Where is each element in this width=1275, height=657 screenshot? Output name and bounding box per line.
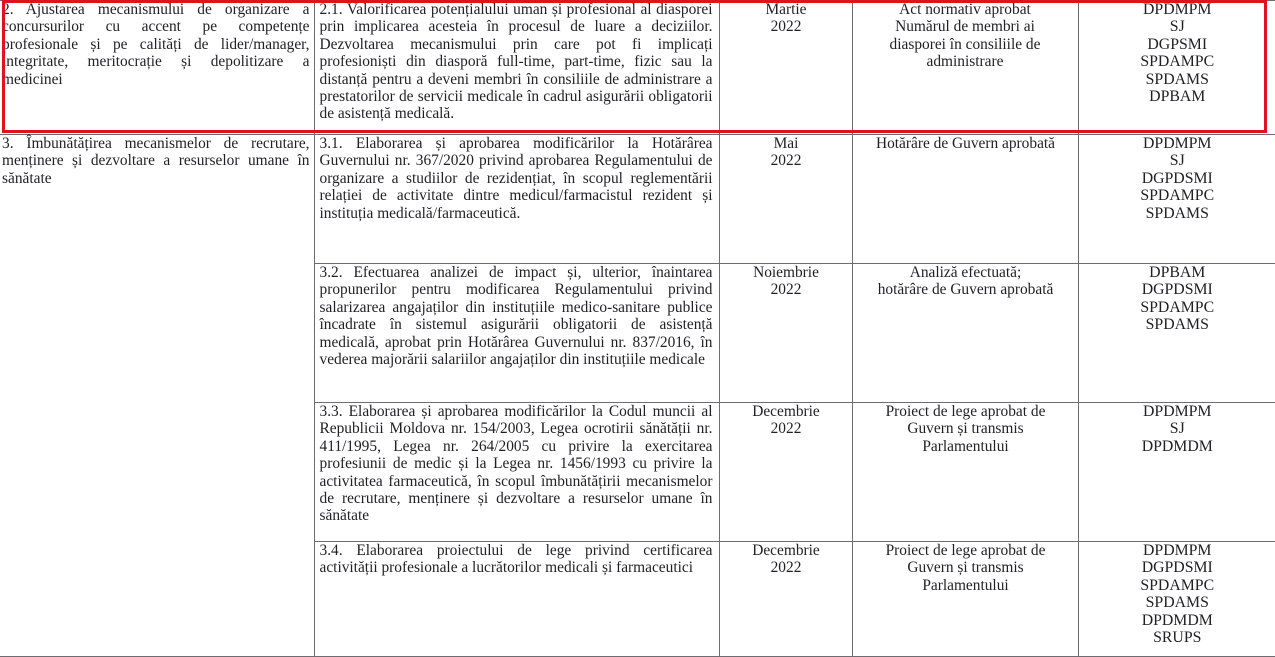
responsible-entity: SPDAMS [1145,316,1209,334]
responsible-entity: SPDAMPC [1140,298,1215,316]
responsible-entity: SRUPS [1153,629,1202,647]
responsible-entity: SPDAMS [1145,70,1209,88]
responsible-entity: DGPSMI [1147,35,1208,53]
responsible-entity: SPDAMS [1145,204,1209,222]
responsible-entity: SJ [1169,420,1185,438]
table-row [0,135,1275,264]
responsible-cell [1078,264,1275,403]
deadline-year: 2022 [770,420,802,438]
responsible-cell [1078,135,1275,264]
responsible-entity: SPDAMPC [1140,53,1215,71]
responsible-cell [1078,403,1275,542]
responsible-entity: DGPDSMI [1141,281,1213,299]
responsible-entity: SJ [1169,152,1185,170]
deadline-cell [719,1,852,135]
indicator-cell: Proiect de lege aprobat de Guvern și transmis Parlamentului [852,542,1078,657]
deadline-month: Decembrie [752,542,820,559]
responsible-entity: DPDMPM [1143,403,1212,420]
responsible-entity: DPDMPM [1143,1,1212,18]
deadline-cell [719,264,852,403]
responsible-entity: SPDAMS [1145,594,1209,612]
action-cell: 3.3. Elaborarea și aprobarea modificărilor la Codul muncii al Republicii Moldova nr. 154/2003, Legea ocrotirii sănătății nr. 411/1995, Legea nr. 264/2005 cu privire la exercitarea profesiunii de medic și la Legea nr. 1456/1993 cu privire la activitatea farmaceutică, în scopul îmbunătățirii mecanismelor de recrutare, menținere și dezvoltare a resurselor umane în sănătate [314,403,719,542]
deadline-cell [719,403,852,542]
deadline-month: Mai [773,135,799,152]
deadline-year: 2022 [770,18,802,36]
action-cell: 3.1. Elaborarea și aprobarea modificărilor la Hotărârea Guvernului nr. 367/2020 privind aprobarea Regulamentului de organizare a studiilor de rezidențiat, în scopul reglementării relației de activitate dintre medicul/farmacistul rezident și instituția medicală/farmaceutică. [314,135,719,264]
responsible-entity: SPDAMPC [1140,187,1215,205]
objective-cell: 2. Ajustarea mecanismului de organizare a concursurilor cu accent pe competențe profesionale și pe calități de lider/manager, integritate, meritocrație și depolitizare a medicinei [0,1,314,135]
objective-cell: 3. Îmbunătățirea mecanismelor de recrutare, menținere și dezvoltare a resurselor umane în sănătate [0,135,314,657]
deadline-cell [719,135,852,264]
responsible-entity: SJ [1169,18,1185,36]
responsible-entity: DPBAM [1149,88,1206,106]
deadline-year: 2022 [770,559,802,577]
responsible-cell [1078,1,1275,135]
deadline-month: Noiembrie [753,264,819,281]
responsible-cell [1078,542,1275,657]
responsible-entity: DPDMPM [1143,542,1212,559]
deadline-year: 2022 [770,152,802,170]
responsible-entity: DPBAM [1149,264,1206,281]
indicator-cell: Hotărâre de Guvern aprobată [852,135,1078,264]
action-cell: 3.2. Efectuarea analizei de impact și, ulterior, înaintarea propunerilor pentru modificarea Regulamentului privind salarizarea angajaților din instituțiile medico-sanitare publice încadrate în sistemul asigurării obligatorii de asistență medicală, aprobat prin Hotărârea Guvernului nr. 837/2016, în vederea majorării salariilor angajaților din instituțiile medicale [314,264,719,403]
responsible-entity: SPDAMPC [1140,576,1215,594]
deadline-month: Martie [765,1,807,18]
responsible-entity: DPDMPM [1143,135,1212,152]
responsible-entity: DGPDSMI [1141,169,1213,187]
indicator-cell: Analiză efectuată; hotărâre de Guvern aprobată [852,264,1078,403]
table-row [0,1,1275,135]
indicator-cell: Act normativ aprobat Numărul de membri ai diasporei în consiliile de administrare [852,1,1078,135]
action-cell: 3.4. Elaborarea proiectului de lege privind certificarea activității profesionale a lucrătorilor medicali și farmaceutici [314,542,719,657]
deadline-year: 2022 [770,281,802,299]
action-cell: 2.1. Valorificarea potențialului uman și profesional al diasporei prin implicarea acesteia în procesul de luare a deciziilor. Dezvoltarea mecanismului prin care pot fi implicați profesioniști din diasporă full-time, part-time, fizic sau la distanță pentru a deveni membri în consiliile de administrare a prestatorilor de servicii medicale în cadrul asigurării obligatorii de asistență medicală. [314,1,719,135]
deadline-cell [719,542,852,657]
deadline-month: Decembrie [752,403,820,420]
responsible-entity: DGPDSMI [1141,559,1213,577]
responsible-entity: DPDMDM [1141,611,1213,629]
responsible-entity: DPDMDM [1141,437,1213,455]
indicator-cell: Proiect de lege aprobat de Guvern și transmis Parlamentului [852,403,1078,542]
